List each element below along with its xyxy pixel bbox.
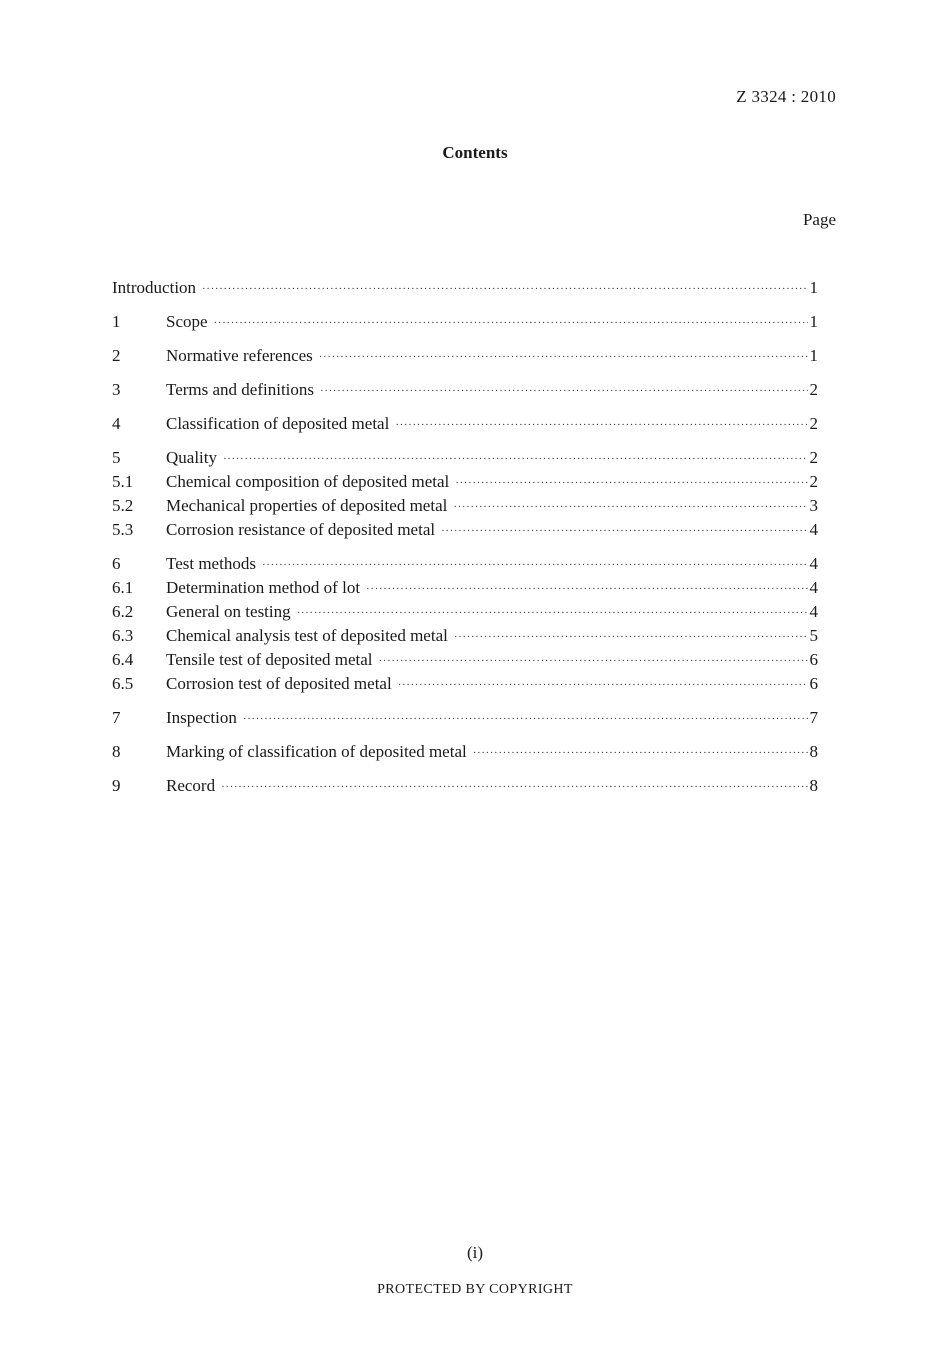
toc-entry-number: 6 (112, 554, 121, 573)
table-of-contents (112, 276, 818, 798)
toc-entry-number: 4 (112, 414, 121, 433)
toc-dot-leader (441, 519, 807, 543)
document-code: Z 3324 : 2010 (736, 87, 836, 106)
toc-entry[interactable] (112, 310, 818, 334)
toc-dot-leader (319, 345, 808, 369)
toc-entry-title: Quality (166, 448, 217, 467)
toc-dot-leader (221, 775, 807, 799)
toc-entry-title: Marking of classification of deposited metal (166, 742, 467, 761)
toc-entry[interactable] (112, 378, 818, 402)
toc-dot-leader (379, 649, 808, 673)
toc-entry-number: 5.2 (112, 496, 134, 515)
toc-entry-page: 5 (809, 626, 818, 645)
toc-entry-page: 2 (809, 414, 818, 433)
toc-entry-number: 6.5 (112, 674, 134, 693)
toc-entry-title: Determination method of lot (166, 578, 361, 597)
toc-entry-title: Introduction (112, 278, 197, 297)
toc-dot-leader (395, 413, 807, 437)
toc-entry-title: Tensile test of deposited metal (166, 650, 373, 669)
toc-entry-page: 6 (809, 650, 818, 669)
toc-dot-leader (398, 673, 808, 697)
page-title: Contents (442, 143, 508, 162)
toc-entry[interactable] (112, 344, 818, 368)
toc-entry[interactable] (112, 470, 818, 494)
toc-entry[interactable] (112, 518, 818, 542)
toc-dot-leader (214, 311, 808, 335)
toc-entry-number: 3 (112, 380, 121, 399)
toc-entry[interactable] (112, 648, 818, 672)
toc-dot-leader (320, 379, 807, 403)
toc-entry-title: Normative references (166, 346, 313, 365)
toc-entry[interactable] (112, 740, 818, 764)
toc-entry-page: 7 (809, 708, 818, 727)
toc-entry-number: 6.4 (112, 650, 134, 669)
toc-dot-leader (366, 577, 807, 601)
toc-entry-title: Terms and definitions (166, 380, 315, 399)
toc-entry-title: Scope (166, 312, 208, 331)
toc-entry[interactable] (112, 276, 818, 300)
toc-entry[interactable] (112, 774, 818, 798)
toc-entry[interactable] (112, 446, 818, 470)
toc-entry-page: 4 (809, 554, 818, 573)
toc-entry-page: 2 (809, 380, 818, 399)
toc-entry-title: Record (166, 776, 216, 795)
toc-entry-page: 1 (809, 312, 818, 331)
toc-entry-number: 6.2 (112, 602, 134, 621)
toc-entry[interactable] (112, 672, 818, 696)
toc-entry-number: 2 (112, 346, 121, 365)
toc-entry-page: 1 (809, 346, 818, 365)
toc-dot-leader (243, 707, 808, 731)
toc-entry-page: 3 (809, 496, 818, 515)
toc-entry[interactable] (112, 494, 818, 518)
toc-entry-page: 4 (809, 578, 818, 597)
toc-entry-page: 2 (809, 472, 818, 491)
page-folio: (i) (466, 1243, 484, 1262)
toc-entry-title: Corrosion resistance of deposited metal (166, 520, 436, 539)
toc-entry-title: Test methods (166, 554, 256, 573)
toc-dot-leader (453, 495, 807, 519)
toc-entry[interactable] (112, 552, 818, 576)
toc-entry-title: Corrosion test of deposited metal (166, 674, 392, 693)
copyright-notice: PROTECTED BY COPYRIGHT (377, 1282, 573, 1297)
toc-entry-page: 4 (809, 602, 818, 621)
toc-entry-title: Inspection (166, 708, 237, 727)
toc-entry[interactable] (112, 600, 818, 624)
toc-entry-number: 5.1 (112, 472, 134, 491)
toc-entry-title: Chemical composition of deposited metal (166, 472, 450, 491)
toc-entry[interactable] (112, 706, 818, 730)
toc-dot-leader (262, 553, 808, 577)
toc-entry-title: Classification of deposited metal (166, 414, 390, 433)
toc-entry-number: 9 (112, 776, 121, 795)
toc-dot-leader (223, 447, 808, 471)
toc-entry-number: 5.3 (112, 520, 134, 539)
toc-entry-number: 6.1 (112, 578, 134, 597)
toc-entry-number: 8 (112, 742, 121, 761)
toc-dot-leader (297, 601, 808, 625)
toc-entry-number: 5 (112, 448, 121, 467)
toc-entry-page: 1 (809, 278, 818, 297)
toc-entry-title: Mechanical properties of deposited metal (166, 496, 448, 515)
toc-entry-title: General on testing (166, 602, 291, 621)
toc-entry-number: 7 (112, 708, 121, 727)
toc-entry-number: 1 (112, 312, 121, 331)
toc-entry-page: 8 (809, 776, 818, 795)
toc-entry-page: 2 (809, 448, 818, 467)
toc-entry-page: 8 (809, 742, 818, 761)
page-column-label: Page (802, 210, 836, 229)
toc-entry[interactable] (112, 624, 818, 648)
toc-entry-title: Chemical analysis test of deposited metal (166, 626, 448, 645)
toc-dot-leader (455, 471, 807, 495)
toc-entry[interactable] (112, 412, 818, 436)
toc-entry[interactable] (112, 576, 818, 600)
toc-entry-page: 6 (809, 674, 818, 693)
toc-dot-leader (202, 277, 807, 301)
toc-entry-number: 6.3 (112, 626, 134, 645)
toc-dot-leader (454, 625, 808, 649)
toc-entry-page: 4 (809, 520, 818, 539)
toc-dot-leader (473, 741, 808, 765)
